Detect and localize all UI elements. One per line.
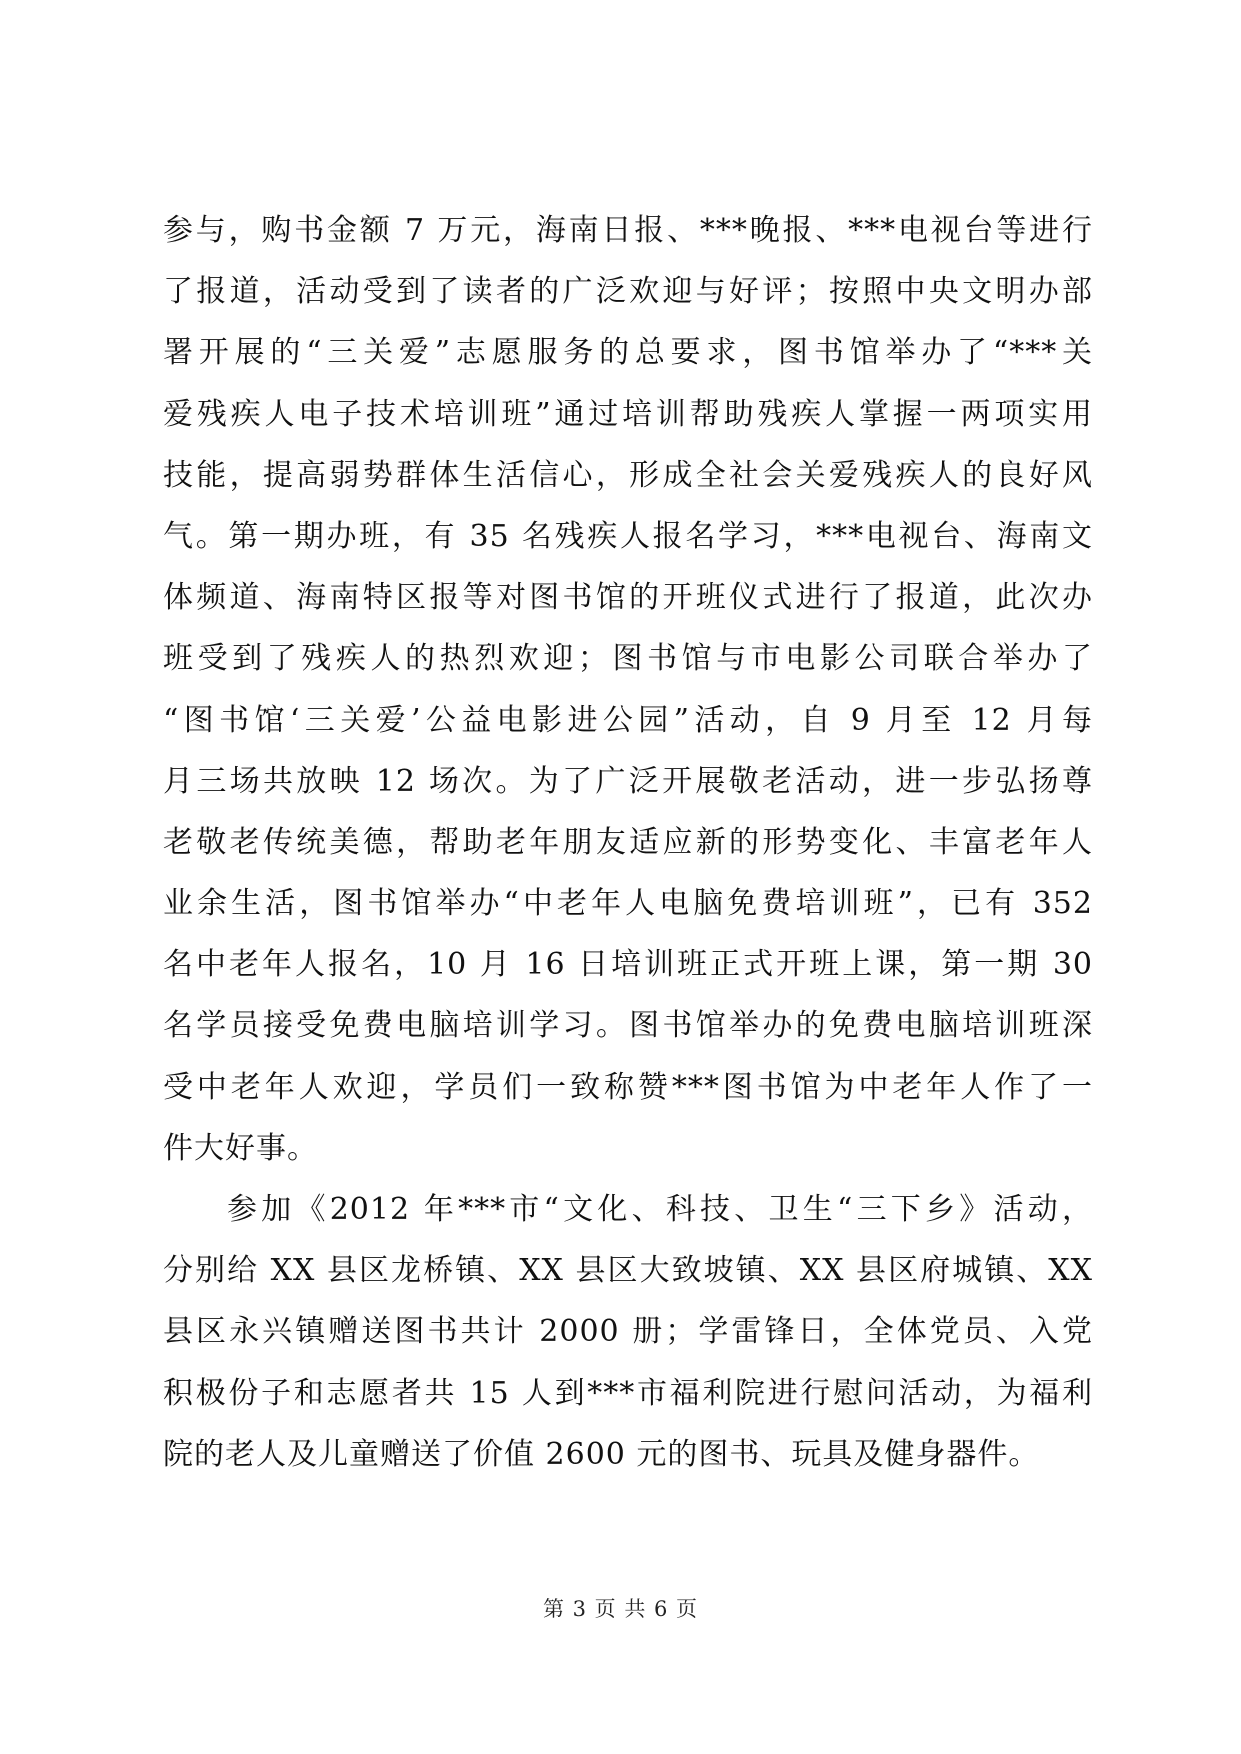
paragraph-line: 参加《2012 年***市“文化、科技、卫生“三下乡》活动，: [227, 1192, 1093, 1227]
paragraph-line: 参与，购书金额 7 万元，海南日报、***晚报、***电视台等进行: [163, 213, 1093, 248]
page-number-footer: 第 3 页 共 6 页: [542, 1597, 699, 1621]
paragraph-line: 老敬老传统美德，帮助老年朋友适应新的形势变化、丰富老年人: [163, 824, 1093, 860]
paragraph-line: “图书馆‘三关爱’公益电影进公园”活动，自 9 月至 12 月每: [163, 702, 1093, 738]
paragraph-line: 名中老年人报名，10 月 16 日培训班正式开班上课，第一期 30: [163, 947, 1093, 983]
paragraph-line: 了报道，活动受到了读者的广泛欢迎与好评；按照中央文明办部: [163, 274, 1093, 310]
paragraph-line: 分别给 XX 县区龙桥镇、XX 县区大致坡镇、XX 县区府城镇、XX: [163, 1253, 1093, 1289]
paragraph-2: [163, 1179, 1093, 1485]
paragraph-1: [163, 200, 1093, 1179]
paragraph-line: 体频道、海南特区报等对图书馆的开班仪式进行了报道，此次办: [163, 580, 1093, 616]
paragraph-line: 气。第一期办班，有 35 名残疾人报名学习，***电视台、海南文: [163, 518, 1093, 554]
body-text: [163, 200, 1093, 1485]
paragraph-line: 爱残疾人电子技术培训班”通过培训帮助残疾人掌握一两项实用: [163, 396, 1093, 432]
paragraph-line: 署开展的“三关爱”志愿服务的总要求，图书馆举办了“***关: [163, 335, 1093, 371]
paragraph-line: 名学员接受免费电脑培训学习。图书馆举办的免费电脑培训班深: [163, 1008, 1093, 1044]
paragraph-line: 月三场共放映 12 场次。为了广泛开展敬老活动，进一步弘扬尊: [163, 763, 1093, 799]
paragraph-line: 院的老人及儿童赠送了价值 2600 元的图书、玩具及健身器件。: [163, 1436, 1040, 1472]
paragraph-line: 技能，提高弱势群体生活信心，形成全社会关爱残疾人的良好风: [163, 457, 1093, 493]
paragraph-line: 业余生活，图书馆举办“中老年人电脑免费培训班”，已有 352: [163, 886, 1093, 922]
paragraph-line: 积极份子和志愿者共 15 人到***市福利院进行慰问活动，为福利: [163, 1375, 1093, 1411]
paragraph-line: 县区永兴镇赠送图书共计 2000 册；学雷锋日，全体党员、入党: [163, 1314, 1093, 1350]
paragraph-line: 班受到了残疾人的热烈欢迎；图书馆与市电影公司联合举办了: [163, 641, 1093, 677]
paragraph-line: 受中老年人欢迎，学员们一致称赞***图书馆为中老年人作了一: [163, 1069, 1093, 1105]
paragraph-line: 件大好事。: [163, 1130, 318, 1166]
